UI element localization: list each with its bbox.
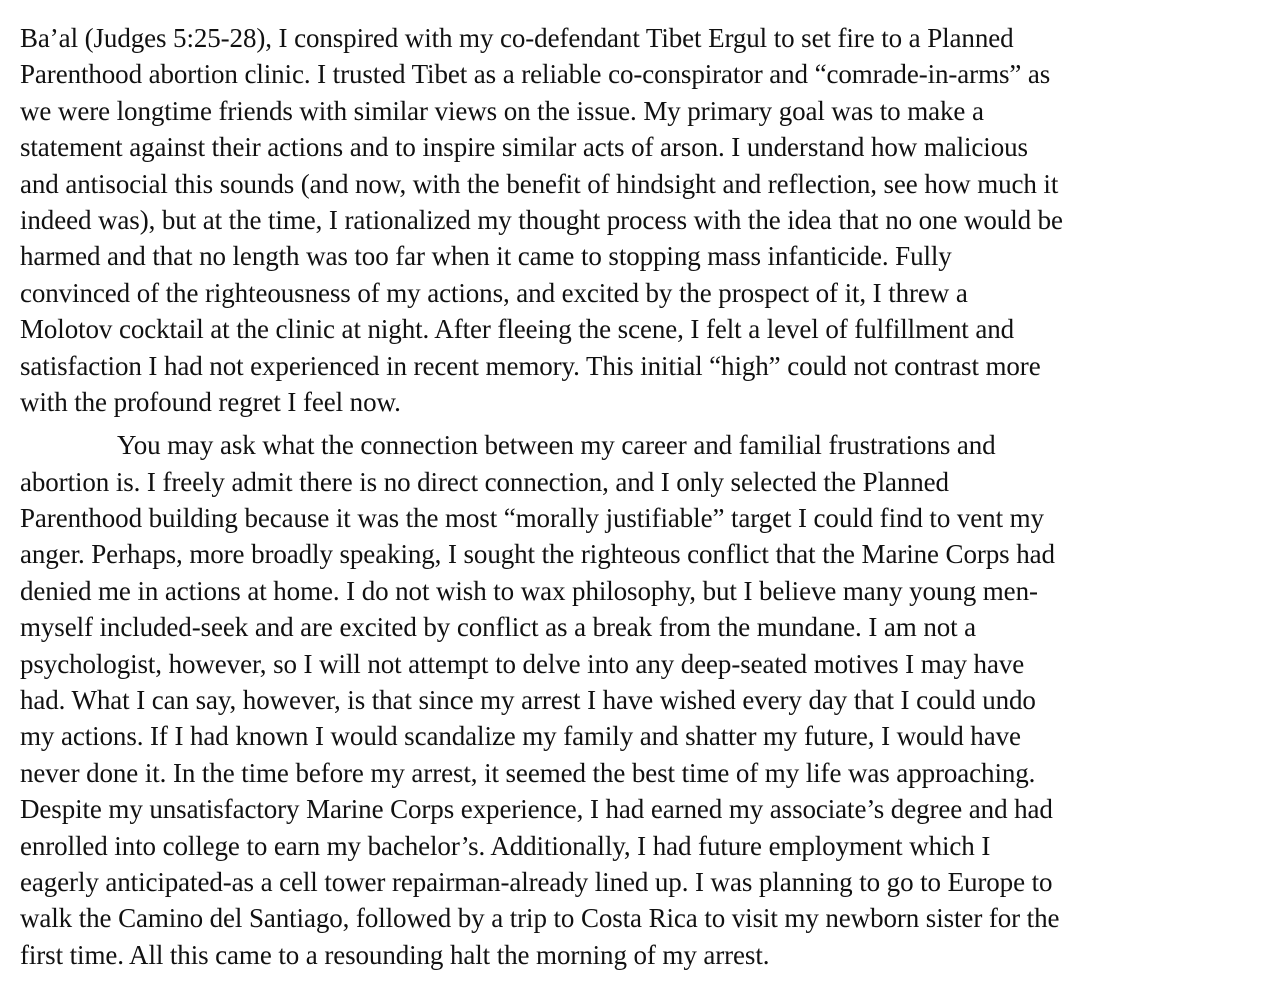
paragraph-1 bbox=[20, 20, 1260, 420]
text-line: myself included-seek and are excited by conflict as a break from the mundane. I am not a bbox=[20, 612, 977, 643]
text-line: psychologist, however, so I will not attempt to delve into any deep-seated motives I may have bbox=[20, 648, 1025, 679]
text-line: Parenthood abortion clinic. I trusted Tibet as a reliable co-conspirator and “comrade-in-arms” as bbox=[20, 59, 1051, 90]
text-line: eagerly anticipated-as a cell tower repairman-already lined up. I was planning to go to Europe to bbox=[20, 866, 1053, 897]
text-line: never done it. In the time before my arrest, it seemed the best time of my life was approaching. bbox=[20, 757, 1036, 788]
paragraph-2 bbox=[20, 427, 1260, 973]
text-line: and antisocial this sounds (and now, with the benefit of hindsight and reflection, see how much it bbox=[20, 168, 1059, 199]
text-line: Despite my unsatisfactory Marine Corps experience, I had earned my associate’s degree and had bbox=[20, 794, 1053, 825]
document-page bbox=[20, 20, 1260, 973]
text-line: anger. Perhaps, more broadly speaking, I sought the righteous conflict that the Marine Corps had bbox=[20, 539, 1055, 570]
text-line: with the profound regret I feel now. bbox=[20, 386, 401, 417]
text-line: walk the Camino del Santiago, followed by a trip to Costa Rica to visit my newborn sister for the bbox=[20, 903, 1060, 934]
text-line: Parenthood building because it was the most “morally justifiable” target I could find to vent my bbox=[20, 503, 1044, 534]
text-line: had. What I can say, however, is that since my arrest I have wished every day that I could undo bbox=[20, 685, 1036, 716]
text-line: indeed was), but at the time, I rationalized my thought process with the idea that no one would be bbox=[20, 204, 1063, 235]
text-line: convinced of the righteousness of my actions, and excited by the prospect of it, I threw a bbox=[20, 277, 968, 308]
text-line-indented: You may ask what the connection between my career and familial frustrations and bbox=[117, 430, 996, 461]
text-line: Molotov cocktail at the clinic at night. After fleeing the scene, I felt a level of fulfillment and bbox=[20, 314, 1015, 345]
text-line: first time. All this came to a resounding halt the morning of my arrest. bbox=[20, 939, 770, 970]
text-line: my actions. If I had known I would scandalize my family and shatter my future, I would have bbox=[20, 721, 1021, 752]
paragraph-spacer bbox=[20, 420, 1260, 427]
text-line: abortion is. I freely admit there is no direct connection, and I only selected the Planned bbox=[20, 466, 949, 497]
text-line: statement against their actions and to inspire similar acts of arson. I understand how malicious bbox=[20, 132, 1028, 163]
text-line: Ba’al (Judges 5:25-28), I conspired with my co-defendant Tibet Ergul to set fire to a Planned bbox=[20, 23, 1014, 53]
text-line: denied me in actions at home. I do not wish to wax philosophy, but I believe many young men- bbox=[20, 575, 1038, 606]
text-line: we were longtime friends with similar views on the issue. My primary goal was to make a bbox=[20, 95, 984, 126]
text-line: enrolled into college to earn my bachelor’s. Additionally, I had future employment which I bbox=[20, 830, 991, 861]
text-line: harmed and that no length was too far when it came to stopping mass infanticide. Fully bbox=[20, 241, 952, 272]
text-line: satisfaction I had not experienced in recent memory. This initial “high” could not contrast more bbox=[20, 350, 1041, 381]
